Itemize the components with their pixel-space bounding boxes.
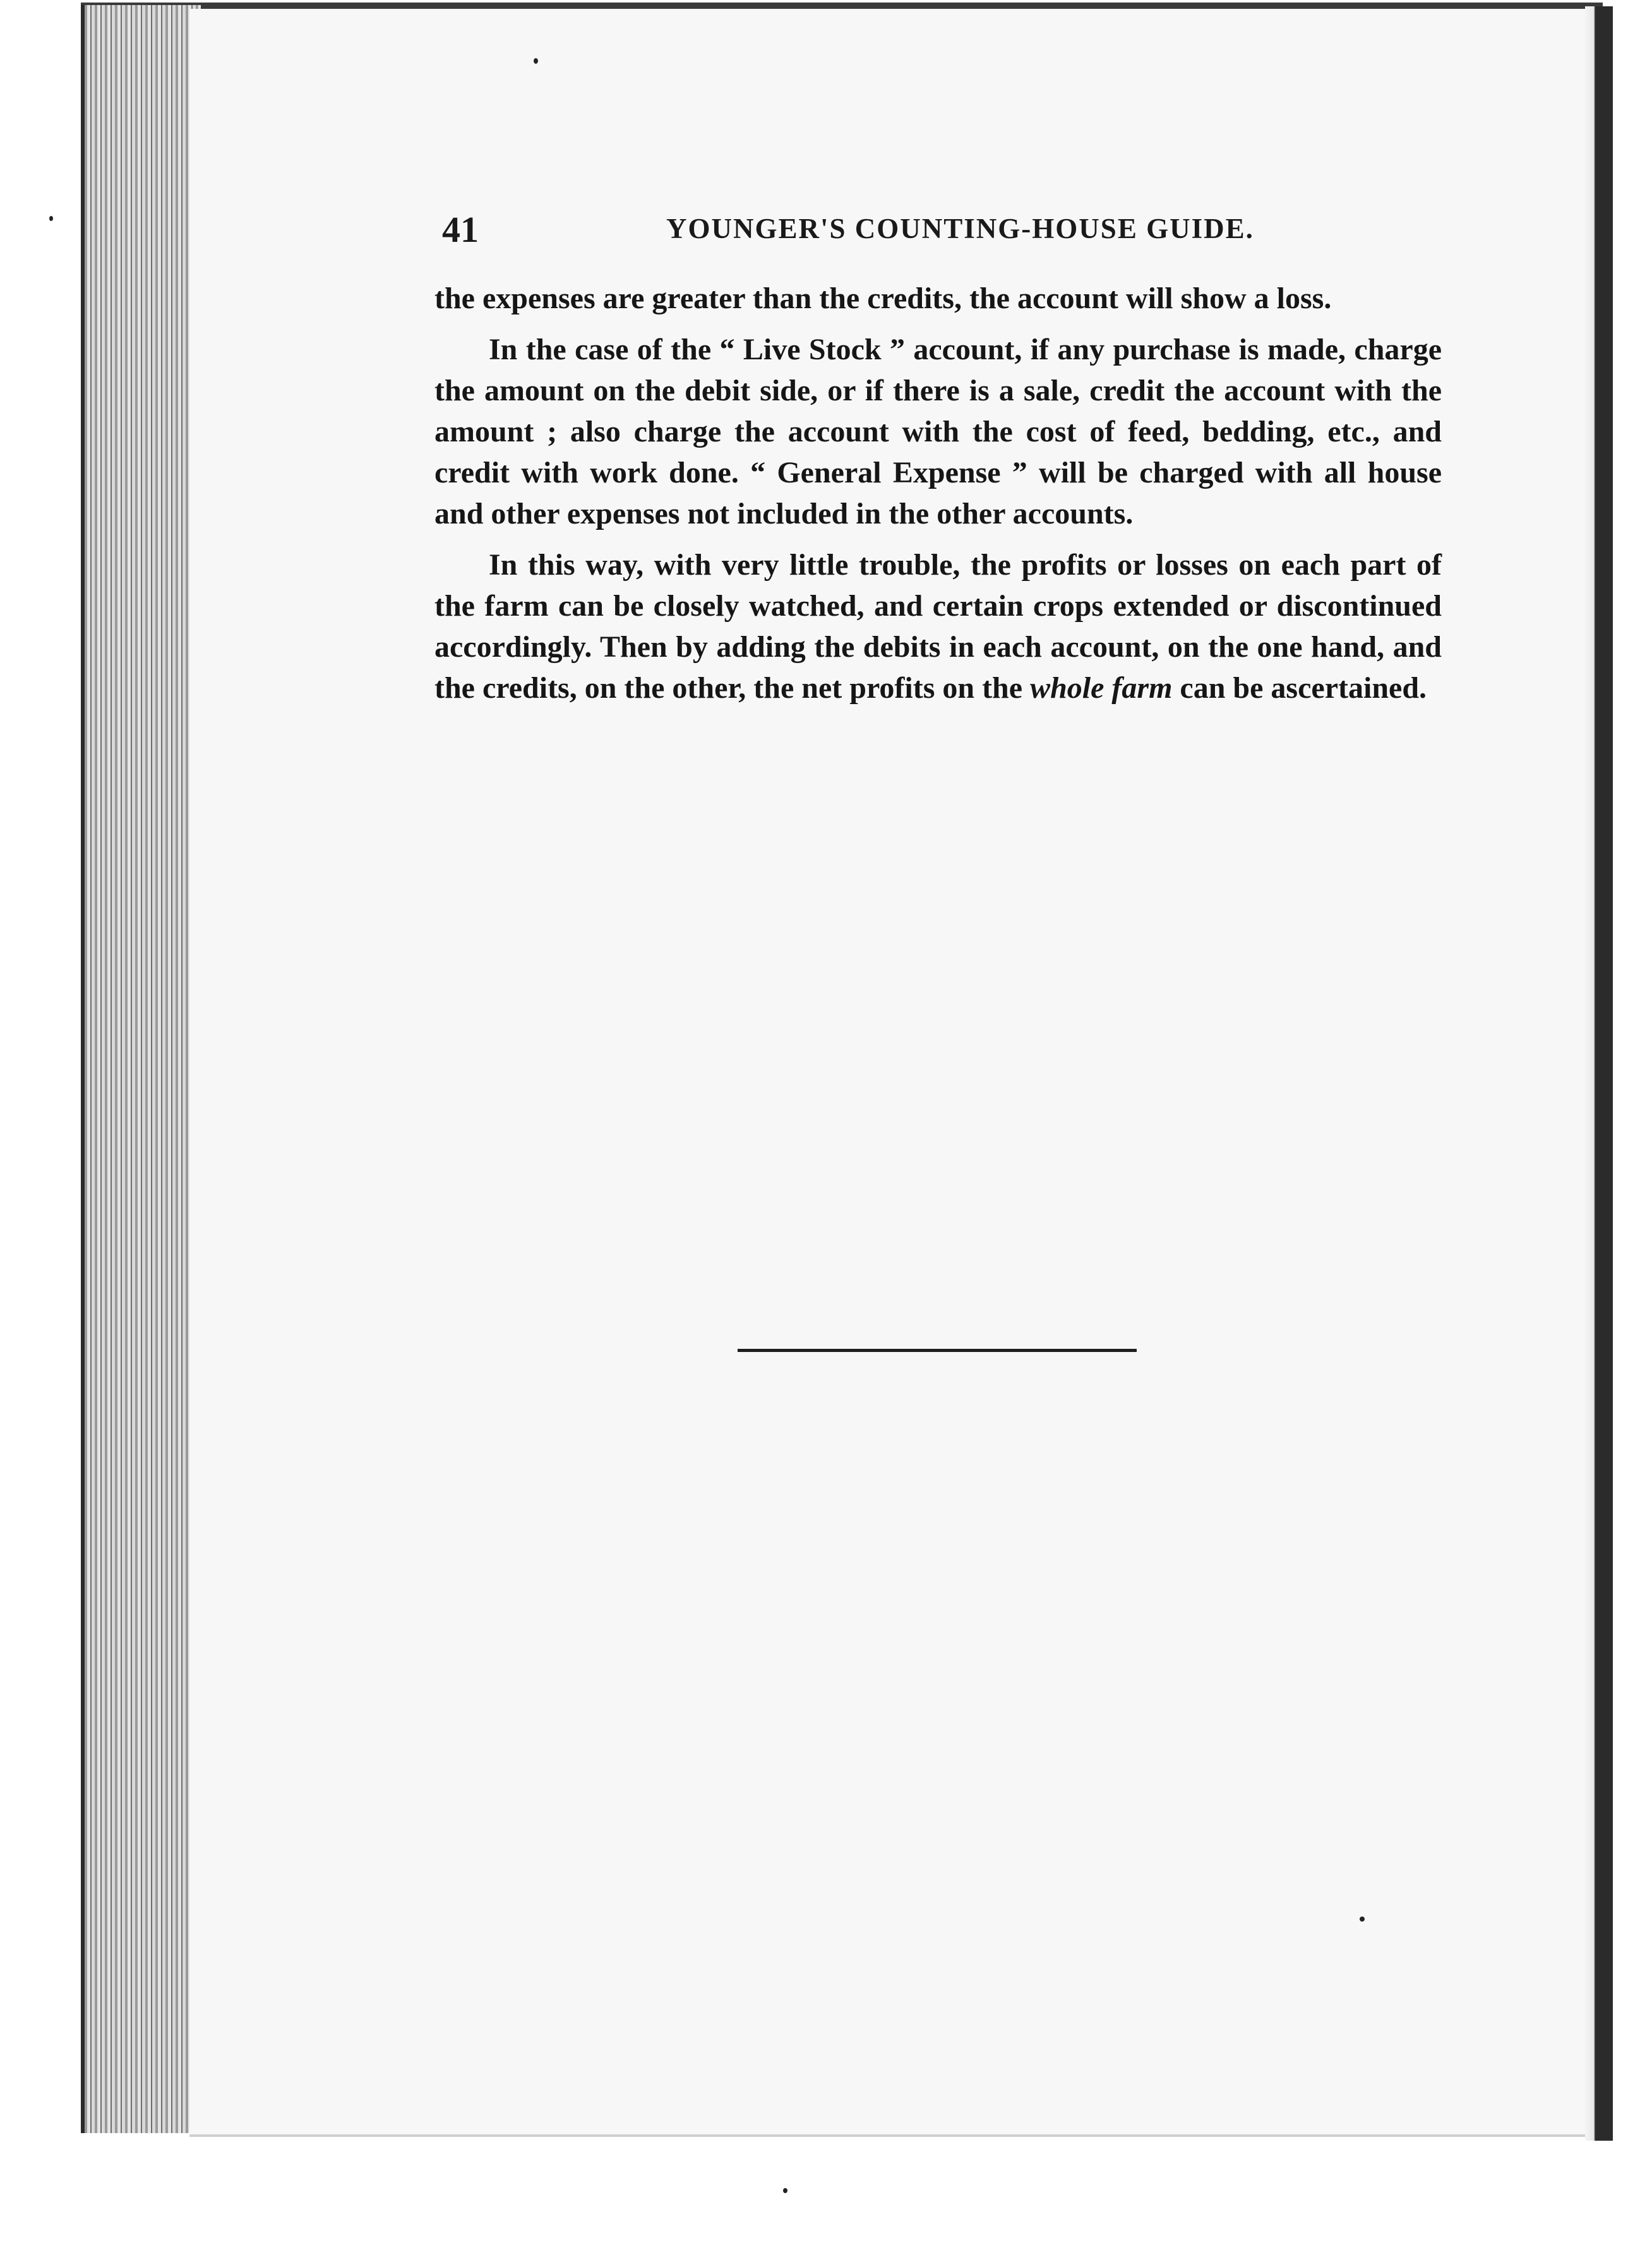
scan-speck [534,58,538,64]
paragraph-continuation: the expenses are greater than the credits, the account will show a loss. [434,282,1332,315]
scan-speck [1360,1917,1365,1922]
page-stack-edge [81,5,201,2133]
paragraph-net-profits-end: can be ascertained. [1172,671,1427,705]
emphasis-whole-farm: whole farm [1030,671,1173,705]
paragraph-live-stock: In the case of the “ Live Stock ” account, if any purchase is made, charge the amount on the debit side, or if there is a sale, credit the account with the amount ; also charge the account with the cost of feed, bedding, etc., and credit with work done. “ General Expense ” will be charged with all house and other expenses not included in the other accounts. [434,333,1442,530]
page-number: 41 [442,209,479,250]
paragraph-net-profits [434,544,1442,709]
facing-page-edge [1585,6,1613,2141]
scan-speck [783,2188,787,2193]
section-end-rule [738,1349,1137,1352]
running-title: YOUNGER'S COUNTING-HOUSE GUIDE. [666,213,1254,244]
page-top-edge [81,3,1603,9]
body-text [434,278,1442,719]
scan-speck [49,216,53,221]
paragraph-net-profits-start: In this way, with very little trouble, the profits or losses on each part of the farm can be closely watched, and certain crops extended or discontinued accordingly. Then by adding the debits in each account, on the one hand, and the credits, on the other, the net profits on the [434,548,1442,705]
